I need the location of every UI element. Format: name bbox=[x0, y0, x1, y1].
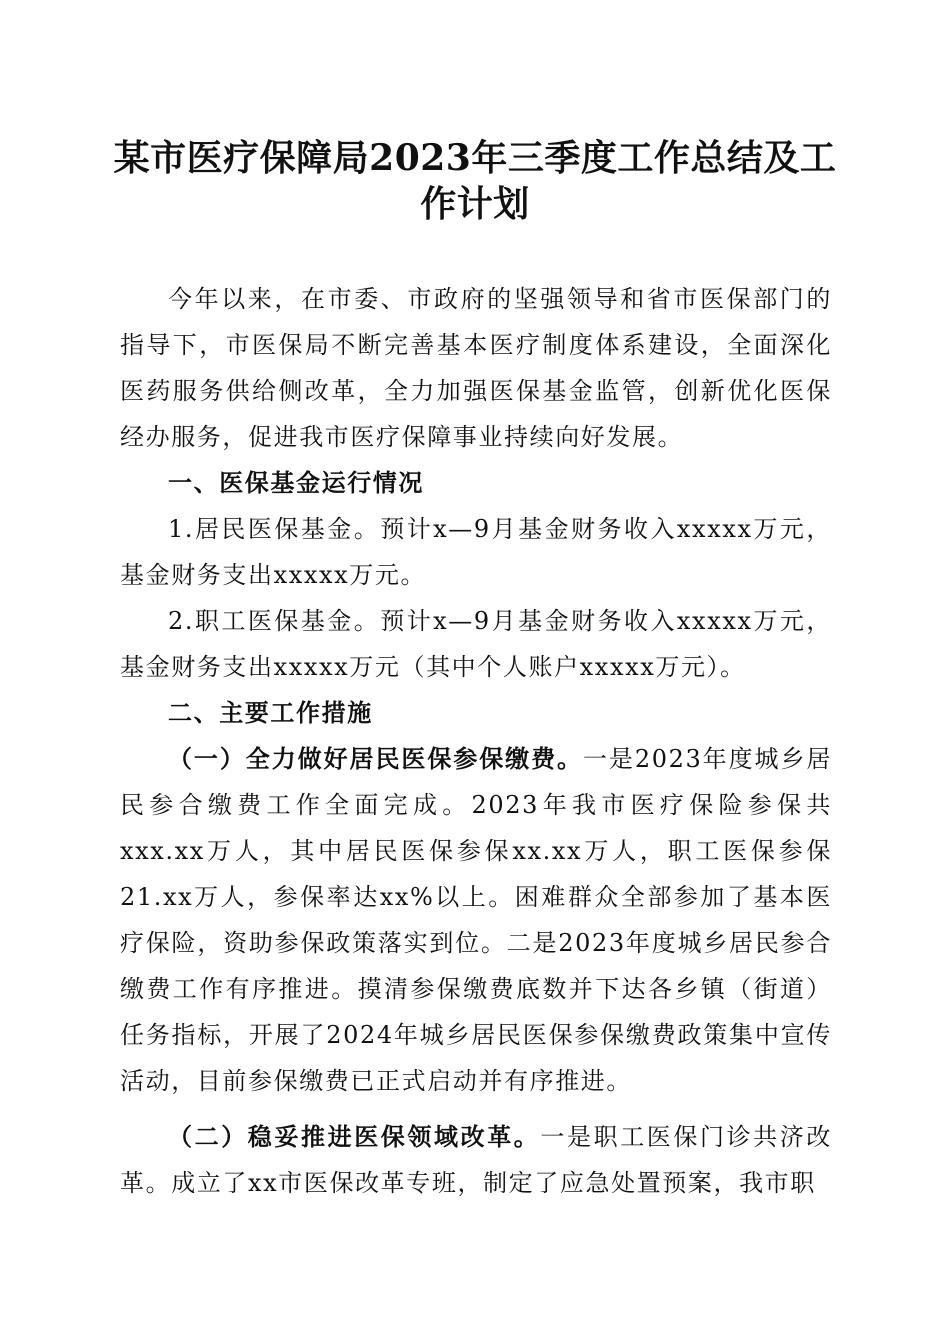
measure-text-reform: 一是职工医保门诊共济改革。成立了xx市医保改革专班，制定了应急处置预案，我市职 bbox=[120, 1123, 832, 1197]
measure-text-enrollment: 一是2023年度城乡居民参合缴费工作全面完成。2023年我市医疗保险参保共xxx.xx万人，其中居民医保参保xx.xx万人，职工医保参保21.xx万人，参保率达xx%以上。困难群众全部参加了基本医疗保险，资助参保政策落实到位。二是2023年度城乡居民参合缴费工作有序推进。摸清参保缴费底数并下达各乡镇（街道）任务指标，开展了2024年城乡居民医保参保缴费政策集中宣传活动，目前参保缴费已正式启动并有序推进。 bbox=[120, 745, 832, 1095]
measure-paragraph-reform bbox=[120, 1114, 832, 1206]
intro-paragraph: 今年以来，在市委、市政府的坚强领导和省市医保部门的指导下，市医保局不断完善基本医疗制度体系建设，全面深化医药服务供给侧改革，全力加强医保基金监管，创新优化医保经办服务，促进我市医疗保障事业持续向好发展。 bbox=[120, 285, 832, 451]
section-heading-fund-operation: 一、医保基金运行情况 bbox=[168, 469, 424, 497]
measure-lead-enrollment: （一）全力做好居民医保参保缴费。 bbox=[168, 744, 583, 773]
measure-paragraph-enrollment bbox=[120, 736, 832, 1104]
section-heading-main-measures: 二、主要工作措施 bbox=[168, 699, 373, 727]
document-body bbox=[120, 276, 832, 1206]
fund-item-employee: 2.职工医保基金。预计x—9月基金财务收入xxxxx万元，基金财务支出xxxxx万元（其中个人账户xxxxx万元）。 bbox=[120, 607, 832, 681]
measure-lead-reform: （二）稳妥推进医保领域改革。 bbox=[168, 1122, 541, 1151]
fund-item-resident: 1.居民医保基金。预计x—9月基金财务收入xxxxx万元，基金财务支出xxxxx万元。 bbox=[120, 515, 832, 589]
document-title: 某市医疗保障局2023年三季度工作总结及工作计划 bbox=[113, 137, 837, 225]
